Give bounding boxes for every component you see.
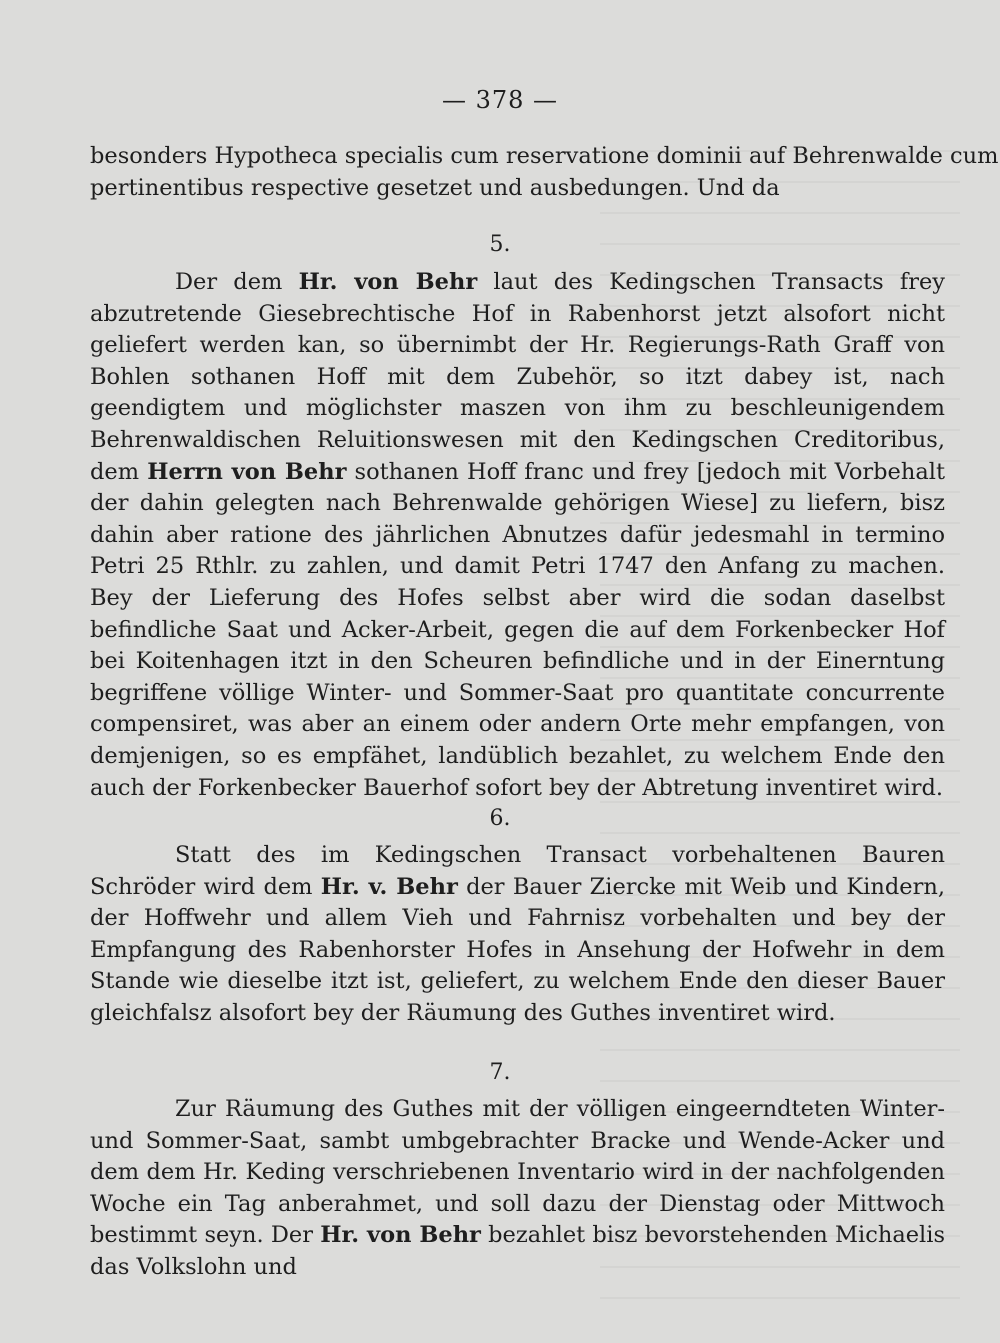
person-name: Hr. von Behr bbox=[320, 1222, 481, 1249]
section-7-paragraph bbox=[90, 1094, 945, 1284]
text-run: sothanen Hoff franc und frey [jedoch mit Vorbehalt der dahin gelegten nach Behrenwalde gehörigen Wiese] zu liefern, bisz dahin aber ratione des jährlichen Abnutzes dafür jedesmahl in termino Petri 25 Rthlr. zu zahlen, und damit Petri 1747 den Anfang zu machen. Bey der Lieferung des Hofes selbst aber wird die sodan daselbst befindliche Saat und Acker-Arbeit, gegen die auf dem Forkenbecker Hof bei Koitenhagen itzt in den Scheuren befindliche und in der Einerntung begriffene völlige Winter- und Sommer-Saat pro quantitate concurrente compensiret, was aber an einem oder andern Orte mehr empfangen, von demjenigen, so es empfähet, landüblich bezahlet, zu welchem Ende den auch der Forkenbecker Bauerhof sofort bey der Abtretung inventiret wird. bbox=[90, 458, 945, 801]
text-run: Der dem bbox=[175, 269, 299, 295]
section-number: 7. bbox=[489, 1060, 511, 1085]
section-5-paragraph bbox=[90, 267, 945, 804]
intro-paragraph bbox=[90, 141, 999, 204]
intro-line: besonders Hypotheca specialis cum reservatione dominii auf Behrenwalde cum bbox=[90, 143, 999, 169]
person-name: Hr. v. Behr bbox=[320, 873, 458, 900]
text-run: der Bauer Ziercke mit Weib und Kindern, der Hoffwehr und allem Vieh und Fahrnisz vorbehalten und bey der Empfangung des Rabenhorster Hofes in Ansehung der Hofwehr in dem Stande wie dieselbe itzt ist, geliefert, zu welchem Ende den dieser Bauer gleichfalsz alsofort bey der Räumung des Guthes inventiret wird. bbox=[90, 873, 945, 1026]
text-run: Statt des im Kedingschen Transact vorbehaltenen Bauren Schröder wird dem bbox=[90, 842, 945, 900]
page-number: — 378 — bbox=[441, 86, 559, 114]
section-6-paragraph bbox=[90, 840, 945, 1030]
text-run: Zur Räumung des Guthes mit der völligen eingeerndteten Winter- und Sommer-Saat, sambt umbgebrachter Bracke und Wende-Acker und dem dem Hr. Keding verschriebenen Inventario wird in der nachfolgenden Woche ein Tag anberahmet, und soll dazu der Dienstag oder Mittwoch bestimmt seyn. Der bbox=[90, 1096, 945, 1249]
section-number: 6. bbox=[489, 806, 511, 831]
text-run: bezahlet bisz bevorstehenden Michaelis das Volkslohn und bbox=[90, 1222, 945, 1280]
text-run: laut des Kedingschen Transacts frey abzutretende Giesebrechtische Hof in Rabenhorst jetzt alsofort nicht geliefert werden kan, so übernimbt der Hr. Regierungs-Rath Graff von Bohlen sothanen Hoff mit dem Zubehör, so itzt dabey ist, nach geendigtem und möglichster maszen von ihm zu beschleunigendem Behrenwaldischen Reluitionswesen mit den Kedingschen Creditoribus, dem bbox=[90, 269, 945, 485]
person-name: Herrn von Behr bbox=[147, 458, 347, 485]
person-name: Hr. von Behr bbox=[298, 269, 478, 295]
intro-line: pertinentibus respective gesetzet und ausbedungen. Und da bbox=[90, 174, 780, 201]
section-number: 5. bbox=[489, 232, 511, 257]
